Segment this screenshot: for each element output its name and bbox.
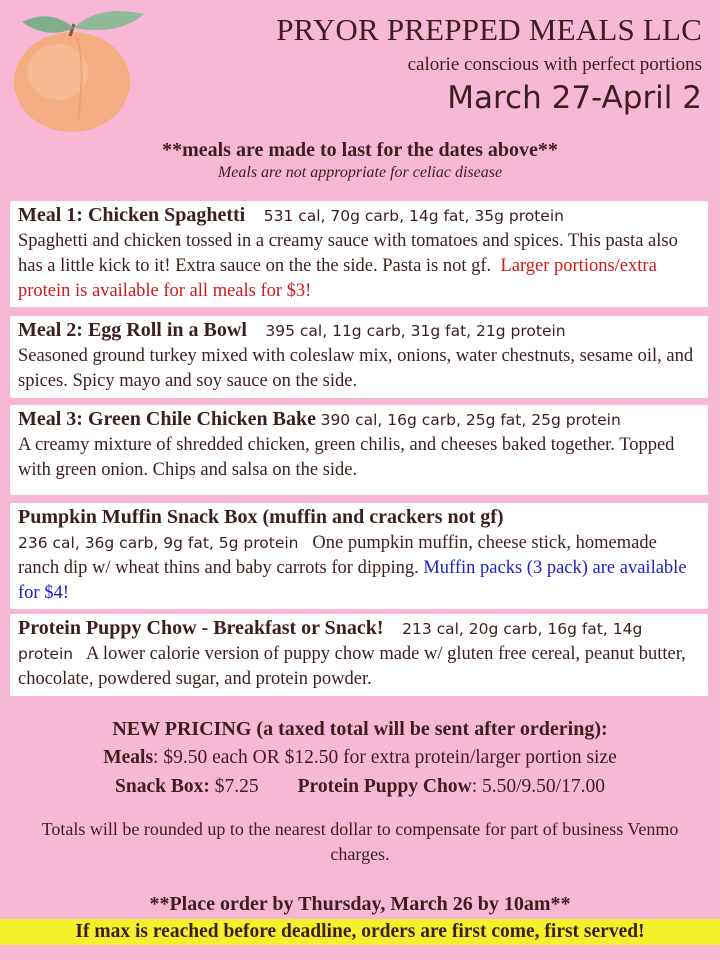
pricing-title: NEW PRICING (a taxed total will be sent after ordering):	[112, 718, 608, 740]
snack-box-title: Pumpkin Muffin Snack Box (muffin and crackers not gf)	[18, 506, 504, 528]
totals-note: Totals will be rounded up to the nearest dollar to compensate for part of business Venmo charges.	[41, 819, 679, 864]
meal-title: Meal 1: Chicken Spaghetti	[18, 204, 246, 226]
puppy-chow-description: A lower calorie version of puppy chow made w/ gluten free cereal, peanut butter, chocolate, powdered sugar, and protein powder.	[18, 644, 686, 689]
snack-box-price-label: Snack Box:	[115, 776, 210, 797]
meal-title: Meal 2: Egg Roll in a Bowl	[18, 319, 247, 341]
meal-card-1	[10, 201, 708, 307]
company-name: PRYOR PREPPED MEALS LLC	[276, 12, 702, 47]
meal-card-2	[10, 316, 708, 398]
meal-title: Meal 3: Green Chile Chicken Bake	[18, 408, 316, 430]
peach-illustration	[6, 2, 156, 137]
meals-price-value: : $9.50 each OR $12.50 for extra protein/larger portion size	[153, 747, 617, 768]
tagline: calorie conscious with perfect portions	[407, 54, 702, 75]
meal-description: Seasoned ground turkey mixed with coleslaw mix, onions, water chestnuts, sesame oil, and spices. Spicy mayo and soy sauce on the side.	[18, 346, 694, 391]
date-range: March 27-April 2	[447, 80, 702, 116]
snack-box-description: One pumpkin muffin, cheese stick, homemade ranch dip w/ wheat thins and baby carrots for dipping.	[18, 533, 657, 578]
meal-card-3	[10, 405, 708, 495]
pricing-snacks	[0, 776, 720, 798]
first-come-banner: If max is reached before deadline, orders are first come, first served!	[0, 919, 720, 945]
meal-nutrition: 531 cal, 70g carb, 14g fat, 35g protein	[263, 207, 564, 225]
meals-price-label: Meals	[103, 747, 154, 768]
snack-box-card	[10, 503, 708, 609]
meal-description: A creamy mixture of shredded chicken, green chilis, and cheeses baked together. Topped with green onion. Chips and salsa on the side.	[18, 435, 675, 480]
puppy-chow-card	[10, 614, 708, 696]
pricing-meals	[0, 747, 720, 769]
snack-box-nutrition: 236 cal, 36g carb, 9g fat, 5g protein	[18, 534, 299, 552]
celiac-notice: Meals are not appropriate for celiac disease	[217, 164, 503, 181]
puppy-chow-price-value: : 5.50/9.50/17.00	[471, 776, 605, 797]
meal-nutrition: 395 cal, 11g carb, 31g fat, 21g protein	[265, 322, 566, 340]
order-deadline: **Place order by Thursday, March 26 by 10am**	[149, 893, 571, 915]
meal-nutrition: 390 cal, 16g carb, 25g fat, 25g protein	[320, 411, 621, 429]
puppy-chow-title: Protein Puppy Chow - Breakfast or Snack!	[18, 617, 384, 639]
muffin-pack-note: Muffin packs (3 pack) are available for $4!	[18, 558, 687, 603]
puppy-chow-price-label: Protein Puppy Chow	[297, 776, 472, 797]
snack-box-price-value: $7.25	[209, 776, 259, 797]
freshness-notice: **meals are made to last for the dates above**	[162, 139, 558, 161]
puppy-chow-nutrition: 213 cal, 20g carb, 16g fat, 14g protein	[18, 620, 643, 663]
meal-description: Spaghetti and chicken tossed in a creamy sauce with tomatoes and spices. This pasta also has a little kick to it! Extra sauce on the the side. Pasta is not gf.	[18, 231, 678, 276]
upgrade-note: Larger portions/extra protein is available for all meals for $3!	[18, 256, 657, 301]
